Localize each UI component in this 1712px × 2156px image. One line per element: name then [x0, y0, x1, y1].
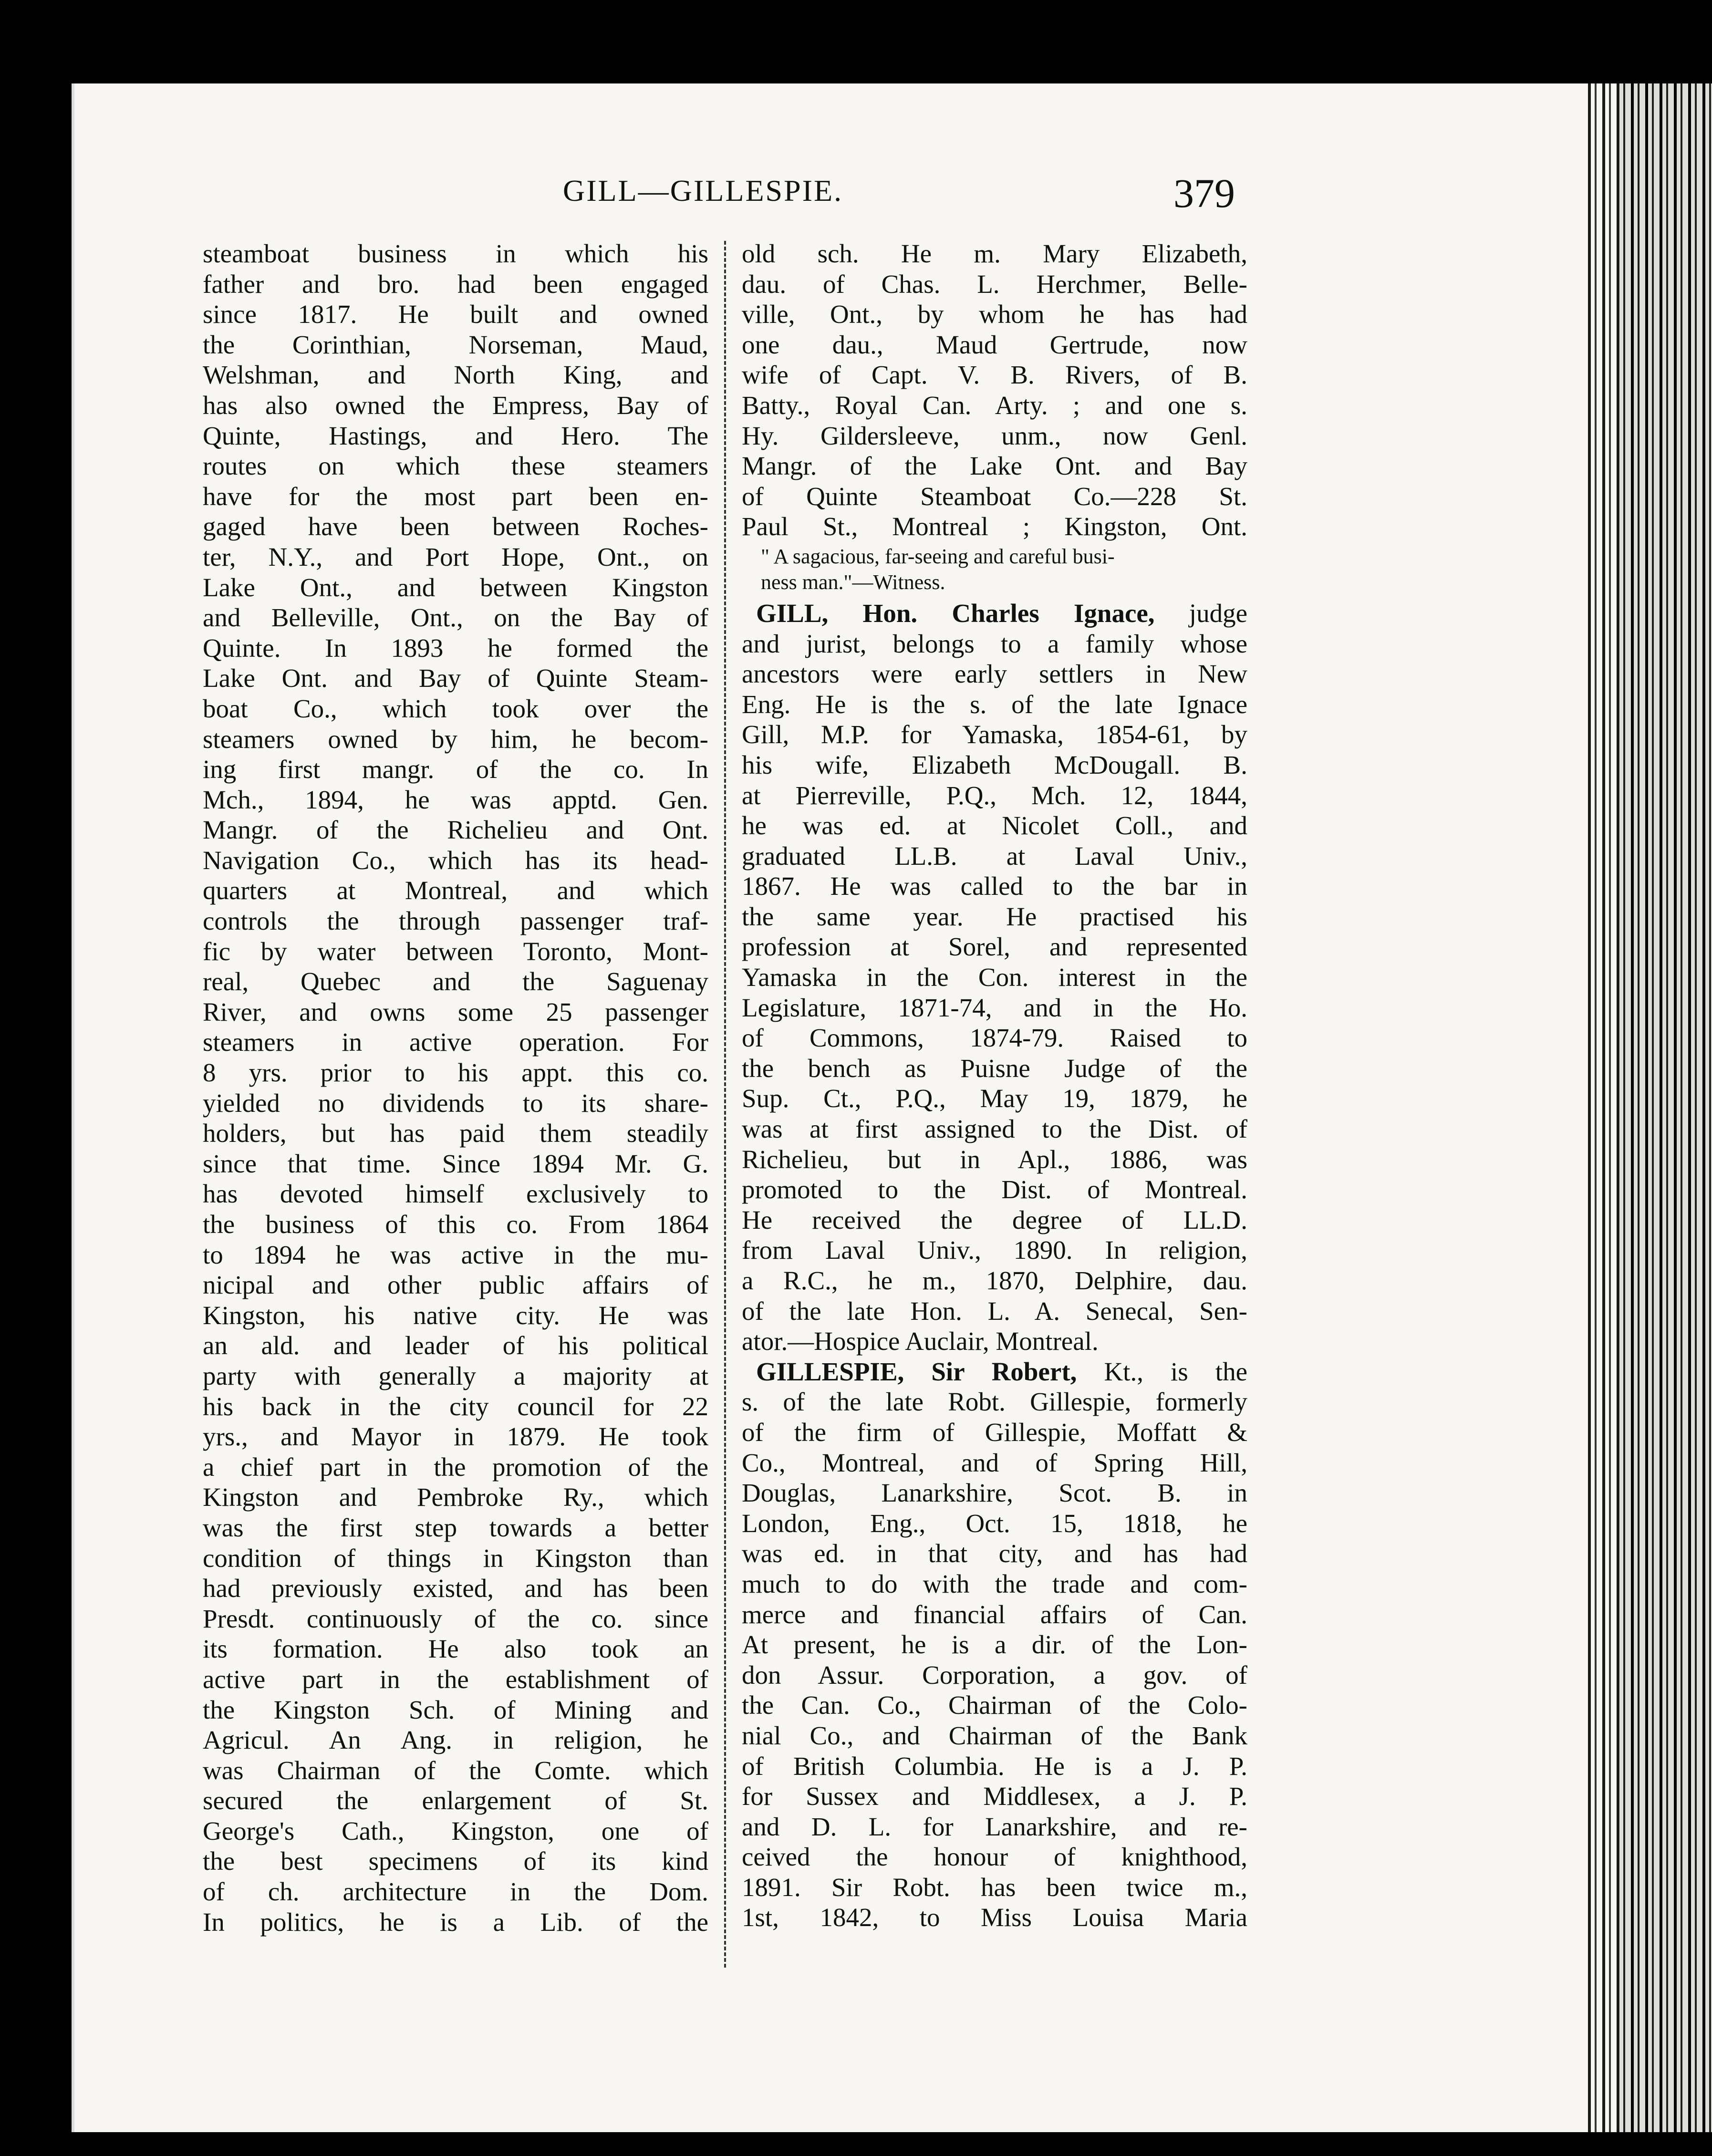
text-line: has also owned the Empress, Bay of	[203, 390, 708, 420]
entry-body	[742, 629, 1247, 1357]
entry-first-line-text: judge	[1154, 598, 1247, 628]
text-line: the Kingston Sch. of Mining and	[203, 1695, 708, 1724]
text-line: Agricul. An Ang. in religion, he	[203, 1725, 708, 1755]
text-line: and Belleville, Ont., on the Bay of	[203, 603, 708, 632]
text-line: graduated LL.B. at Laval Univ.,	[742, 841, 1247, 871]
text-line: routes on which these steamers	[203, 451, 708, 481]
text-line: promoted to the Dist. of Montreal.	[742, 1175, 1247, 1204]
right-column-continuation	[742, 238, 1247, 542]
text-line: for Sussex and Middlesex, a J. P.	[742, 1782, 1247, 1811]
page-number: 379	[1173, 170, 1235, 216]
text-line: an ald. and leader of his political	[203, 1331, 708, 1360]
text-line: since 1817. He built and owned	[203, 300, 708, 329]
page-header	[229, 169, 1278, 222]
text-line: his wife, Elizabeth McDougall. B.	[742, 750, 1247, 779]
text-line: Quinte, Hastings, and Hero. The	[203, 421, 708, 450]
text-line: father and bro. had been engaged	[203, 269, 708, 299]
text-line: He received the degree of LL.D.	[742, 1205, 1247, 1234]
entry-first-line	[742, 598, 1247, 629]
text-line: Douglas, Lanarkshire, Scot. B. in	[742, 1478, 1247, 1508]
text-line: the same year. He practised his	[742, 902, 1247, 931]
text-line: controls the through passenger traf-	[203, 906, 708, 936]
left-column	[203, 238, 708, 1937]
entry-heading: GILL, Hon. Charles Ignace,	[756, 598, 1155, 628]
text-line: to 1894 he was active in the mu-	[203, 1240, 708, 1269]
text-line: ancestors were early settlers in New	[742, 659, 1247, 689]
entry-first-line-text: Kt., is the	[1077, 1357, 1247, 1386]
text-line: steamers owned by him, he becom-	[203, 724, 708, 754]
entry-heading: GILLESPIE, Sir Robert,	[756, 1357, 1077, 1386]
text-line: of the firm of Gillespie, Moffatt &	[742, 1417, 1247, 1447]
text-line: nial Co., and Chairman of the Bank	[742, 1721, 1247, 1750]
running-head: GILL—GILLESPIE.	[563, 174, 843, 207]
text-line: River, and owns some 25 passenger	[203, 997, 708, 1026]
text-line: the bench as Puisne Judge of the	[742, 1053, 1247, 1083]
text-line: Co., Montreal, and of Spring Hill,	[742, 1448, 1247, 1477]
text-line: Kingston and Pembroke Ry., which	[203, 1482, 708, 1512]
text-line: secured the enlargement of St.	[203, 1786, 708, 1815]
text-line: a chief part in the promotion of the	[203, 1452, 708, 1482]
text-line: 1867. He was called to the bar in	[742, 871, 1247, 901]
text-line: the Can. Co., Chairman of the Colo-	[742, 1690, 1247, 1720]
text-line: Hy. Gildersleeve, unm., now Genl.	[742, 421, 1247, 450]
text-line: party with generally a majority at	[203, 1361, 708, 1390]
entry-body	[742, 1387, 1247, 1933]
text-line: of Quinte Steamboat Co.—228 St.	[742, 481, 1247, 511]
text-line: don Assur. Corporation, a gov. of	[742, 1660, 1247, 1690]
text-line: 1st, 1842, to Miss Louisa Maria	[742, 1903, 1247, 1932]
text-line: Yamaska in the Con. interest in the	[742, 963, 1247, 992]
text-line: Mangr. of the Richelieu and Ont.	[203, 815, 708, 845]
text-line: the Corinthian, Norseman, Maud,	[203, 330, 708, 359]
text-line: holders, but has paid them steadily	[203, 1119, 708, 1148]
text-line: the best specimens of its kind	[203, 1846, 708, 1876]
text-line: Gill, M.P. for Yamaska, 1854-61, by	[742, 720, 1247, 749]
text-line: of British Columbia. He is a J. P.	[742, 1751, 1247, 1781]
text-line: and D. L. for Lanarkshire, and re-	[742, 1812, 1247, 1841]
text-line: was at first assigned to the Dist. of	[742, 1114, 1247, 1144]
text-line: Lake Ont., and between Kingston	[203, 572, 708, 602]
text-line: wife of Capt. V. B. Rivers, of B.	[742, 360, 1247, 390]
text-line: of Commons, 1874-79. Raised to	[742, 1023, 1247, 1053]
gill-entry	[742, 598, 1247, 1357]
text-line: Navigation Co., which has its head-	[203, 845, 708, 875]
text-line: he was ed. at Nicolet Coll., and	[742, 811, 1247, 840]
text-line: yielded no dividends to its share-	[203, 1088, 708, 1118]
text-line: from Laval Univ., 1890. In religion,	[742, 1235, 1247, 1265]
text-line: active part in the establishment of	[203, 1664, 708, 1694]
text-line: Richelieu, but in Apl., 1886, was	[742, 1144, 1247, 1174]
text-line: Sup. Ct., P.Q., May 19, 1879, he	[742, 1084, 1247, 1113]
text-line: Mangr. of the Lake Ont. and Bay	[742, 451, 1247, 481]
text-line: 8 yrs. prior to his appt. this co.	[203, 1058, 708, 1088]
text-line: Welshman, and North King, and	[203, 360, 708, 390]
text-line: s. of the late Robt. Gillespie, formerly	[742, 1387, 1247, 1417]
text-line: Lake Ont. and Bay of Quinte Steam-	[203, 663, 708, 693]
text-line: gaged have been between Roches-	[203, 512, 708, 541]
text-line: condition of things in Kingston than	[203, 1543, 708, 1573]
text-line: quarters at Montreal, and which	[203, 876, 708, 905]
text-line: ceived the honour of knighthood,	[742, 1842, 1247, 1872]
text-line: its formation. He also took an	[203, 1634, 708, 1664]
text-line: London, Eng., Oct. 15, 1818, he	[742, 1508, 1247, 1538]
quote-block	[742, 544, 1247, 595]
text-line: his back in the city council for 22	[203, 1391, 708, 1421]
text-line: George's Cath., Kingston, one of	[203, 1816, 708, 1845]
text-line: In politics, he is a Lib. of the	[203, 1907, 708, 1937]
entry-first-line	[742, 1357, 1247, 1387]
text-line: fic by water between Toronto, Mont-	[203, 936, 708, 966]
text-line: ter, N.Y., and Port Hope, Ont., on	[203, 542, 708, 571]
text-line: merce and financial affairs of Can.	[742, 1599, 1247, 1629]
text-line: since that time. Since 1894 Mr. G.	[203, 1149, 708, 1178]
gillespie-entry	[742, 1357, 1247, 1933]
text-line: dau. of Chas. L. Herchmer, Belle-	[742, 269, 1247, 299]
right-column	[742, 238, 1247, 1933]
text-line: Batty., Royal Can. Arty. ; and one s.	[742, 390, 1247, 420]
text-line: have for the most part been en-	[203, 481, 708, 511]
text-line: yrs., and Mayor in 1879. He took	[203, 1422, 708, 1451]
text-line: steamers in active operation. For	[203, 1027, 708, 1057]
text-line: old sch. He m. Mary Elizabeth,	[742, 239, 1247, 268]
text-line: has devoted himself exclusively to	[203, 1179, 708, 1209]
text-line: nicipal and other public affairs of	[203, 1270, 708, 1300]
text-line: the business of this co. From 1864	[203, 1210, 708, 1239]
text-line: profession at Sorel, and represented	[742, 932, 1247, 962]
page-edge	[1588, 83, 1712, 2132]
text-line: Legislature, 1871-74, and in the Ho.	[742, 993, 1247, 1022]
text-line: ing first mangr. of the co. In	[203, 755, 708, 784]
text-line: Kingston, his native city. He was	[203, 1300, 708, 1330]
text-line: At present, he is a dir. of the Lon-	[742, 1630, 1247, 1659]
text-line: and jurist, belongs to a family whose	[742, 629, 1247, 658]
text-line: much to do with the trade and com-	[742, 1569, 1247, 1598]
text-line: one dau., Maud Gertrude, now	[742, 330, 1247, 359]
text-line: Presdt. continuously of the co. since	[203, 1604, 708, 1633]
text-line: ville, Ont., by whom he has had	[742, 300, 1247, 329]
text-line: had previously existed, and has been	[203, 1574, 708, 1603]
quote-line: " A sagacious, far-seeing and careful busi-	[761, 544, 1115, 568]
quote-line: ness man."—Witness.	[761, 570, 945, 594]
column-divider	[724, 241, 726, 1968]
text-line: steamboat business in which his	[203, 239, 708, 268]
text-line: Eng. He is the s. of the late Ignace	[742, 689, 1247, 719]
text-line: Paul St., Montreal ; Kingston, Ont.	[742, 512, 1247, 541]
text-line: a R.C., he m., 1870, Delphire, dau.	[742, 1266, 1247, 1295]
text-line: real, Quebec and the Saguenay	[203, 967, 708, 996]
text-line: ator.—Hospice Auclair, Montreal.	[742, 1327, 1099, 1356]
text-line: Mch., 1894, he was apptd. Gen.	[203, 785, 708, 814]
text-line: was Chairman of the Comte. which	[203, 1755, 708, 1785]
text-line: Quinte. In 1893 he formed the	[203, 633, 708, 663]
text-line: was the first step towards a better	[203, 1513, 708, 1542]
text-line: boat Co., which took over the	[203, 694, 708, 723]
text-line: 1891. Sir Robt. has been twice m.,	[742, 1872, 1247, 1902]
text-line: at Pierreville, P.Q., Mch. 12, 1844,	[742, 780, 1247, 810]
text-line: of the late Hon. L. A. Senecal, Sen-	[742, 1296, 1247, 1326]
text-line: of ch. architecture in the Dom.	[203, 1877, 708, 1907]
text-line: was ed. in that city, and has had	[742, 1539, 1247, 1568]
